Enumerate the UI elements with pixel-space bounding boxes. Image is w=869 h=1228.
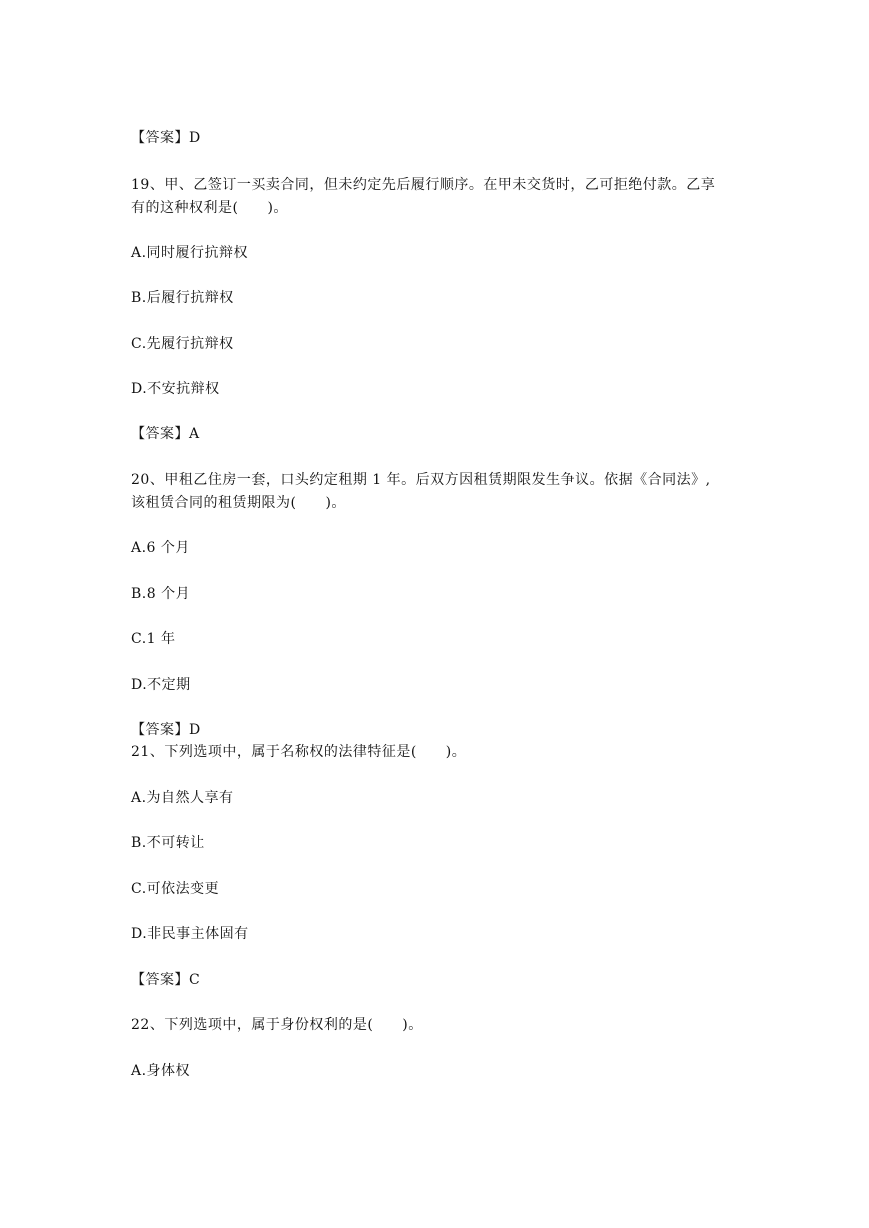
question-20-line-2: 该租赁合同的租赁期限为( )。 (131, 495, 346, 511)
question-22: 22、下列选项中，属于身份权利的是( )。 (131, 1017, 423, 1033)
q21-option-d: D.非民事主体固有 (131, 926, 249, 942)
q20-option-d: D.不定期 (131, 677, 191, 693)
q19-option-d: D.不安抗辩权 (131, 381, 220, 397)
q20-option-c: C.1 年 (131, 631, 176, 647)
q22-option-a: A.身体权 (131, 1063, 191, 1079)
answer-18: 【答案】D (131, 130, 201, 146)
question-19-line-1: 19、甲、乙签订一买卖合同，但未约定先后履行顺序。在甲未交货时，乙可拒绝付款。乙享 (131, 177, 716, 193)
q20-option-a: A.6 个月 (131, 540, 190, 556)
q20-option-b: B.8 个月 (131, 586, 191, 602)
q19-option-b: B.后履行抗辩权 (131, 290, 234, 306)
question-20-line-1: 20、甲租乙住房一套，口头约定租期 1 年。后双方因租赁期限发生争议。依据《合同法》, (131, 472, 711, 488)
answer-21: 【答案】C (131, 972, 201, 988)
question-19-line-2: 有的这种权利是( )。 (131, 200, 288, 216)
question-21: 21、下列选项中，属于名称权的法律特征是( )。 (131, 744, 467, 760)
answer-20: 【答案】D (131, 722, 201, 738)
answer-19: 【答案】A (131, 426, 200, 442)
q19-option-c: C.先履行抗辩权 (131, 336, 234, 352)
q21-option-a: A.为自然人享有 (131, 790, 234, 806)
q21-option-c: C.可依法变更 (131, 881, 220, 897)
q21-option-b: B.不可转让 (131, 835, 205, 851)
q19-option-a: A.同时履行抗辩权 (131, 245, 249, 261)
